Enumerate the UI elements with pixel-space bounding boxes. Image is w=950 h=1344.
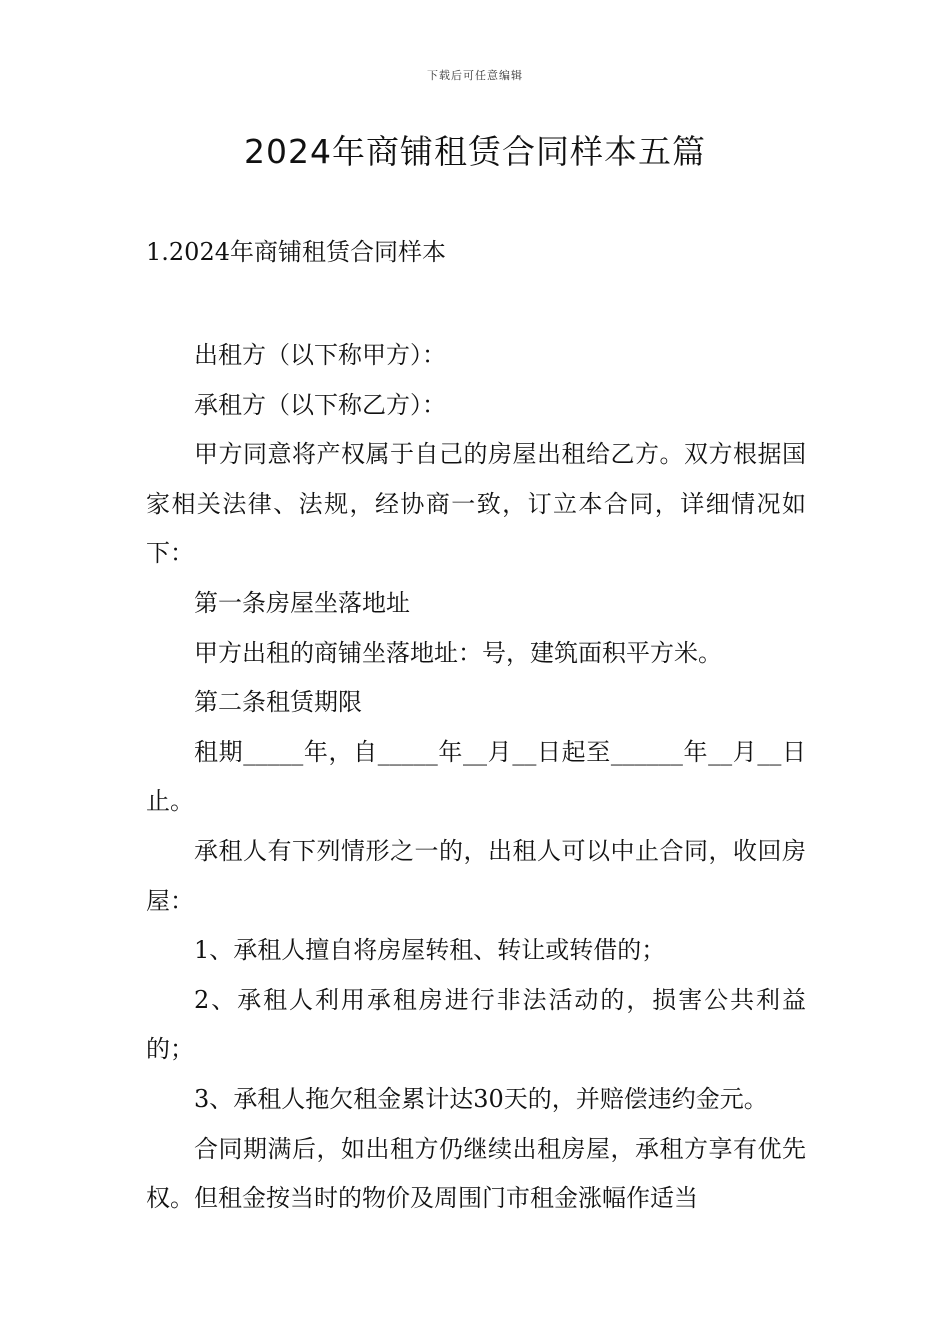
paragraph-article-1-title: 第一条房屋坐落地址 (194, 588, 410, 617)
contract-body (146, 331, 806, 1224)
paragraph-termination-conditions: 承租人有下列情形之一的，出租人可以中止合同，收回房屋： (146, 836, 806, 915)
paragraph-condition-2: 2、承租人利用承租房进行非法活动的，损害公共利益的； (146, 985, 806, 1064)
paragraph-address: 甲方出租的商铺坐落地址：号，建筑面积平方米。 (194, 638, 722, 667)
paragraph-agreement: 甲方同意将产权属于自己的房屋出租给乙方。双方根据国家相关法律、法规，经协商一致，订立本合同，详细情况如下： (146, 440, 806, 568)
paragraph-renewal: 合同期满后，如出租方仍继续出租房屋，承租方享有优先权。但租金按当时的物价及周围门市租金涨幅作适当 (146, 1134, 806, 1213)
paragraph-lessee: 承租方（以下称乙方）： (194, 390, 446, 419)
paragraph-condition-3: 3、承租人拖欠租金累计达30天的，并赔偿违约金元。 (194, 1084, 768, 1113)
section-heading: 1.2024年商铺租赁合同样本 (146, 238, 446, 266)
paragraph-lessor: 出租方（以下称甲方）： (194, 341, 446, 369)
document-title: 2024年商铺租赁合同样本五篇 (244, 132, 706, 171)
paragraph-lease-term: 租期_____年，自_____年__月__日起至______年__月__日止。 (146, 737, 806, 816)
header-note: 下载后可任意编辑 (427, 69, 523, 82)
paragraph-condition-1: 1、承租人擅自将房屋转租、转让或转借的； (194, 936, 666, 965)
paragraph-article-2-title: 第二条租赁期限 (194, 688, 362, 717)
